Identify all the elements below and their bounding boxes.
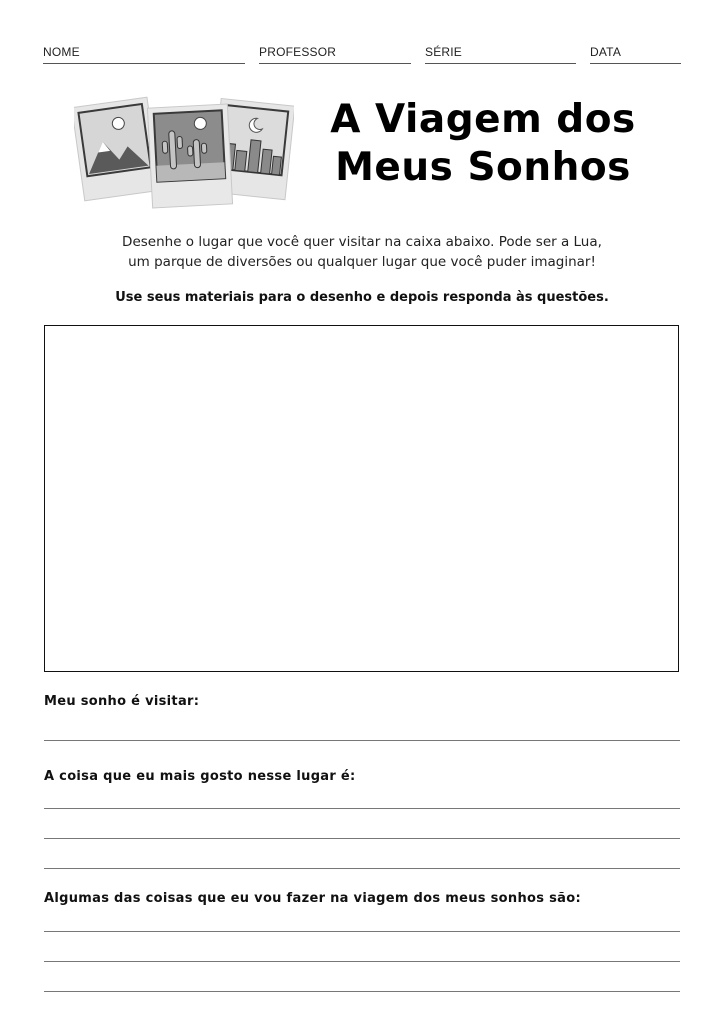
answer-line-3c[interactable] [44,991,680,992]
date-field[interactable] [590,41,681,64]
answer-line-1[interactable] [44,740,680,741]
intro-line-2: um parque de diversões ou qualquer lugar que você puder imaginar! [128,254,596,270]
date-label: DATA [590,45,622,59]
question-3: Algumas das coisas que eu vou fazer na viagem dos meus sonhos são: [44,891,581,906]
answer-line-2c[interactable] [44,868,680,869]
question-2: A coisa que eu mais gosto nesse lugar é: [44,769,356,784]
name-label: NOME [43,45,80,59]
instruction-text: Use seus materiais para o desenho e depois responda às questões. [115,290,609,305]
mountain-photo-icon [74,97,160,201]
title-line-1: A Viagem dos [330,97,636,142]
question-1: Meu sonho é visitar: [44,694,200,709]
intro-text [80,232,644,272]
grade-field[interactable] [425,41,576,64]
grade-label: SÉRIE [425,45,463,59]
drawing-box[interactable] [44,325,679,672]
answer-line-3b[interactable] [44,961,680,962]
intro-line-1: Desenhe o lugar que você quer visitar na caixa abaixo. Pode ser a Lua, [122,234,602,250]
title-line-2: Meus Sonhos [335,145,631,190]
teacher-label: PROFESSOR [259,45,337,59]
desert-cactus-photo-icon [147,104,232,208]
answer-line-3a[interactable] [44,931,680,932]
photos-illustration [74,88,294,210]
answer-line-2a[interactable] [44,808,680,809]
teacher-field[interactable] [259,41,411,64]
name-field[interactable] [43,41,245,64]
answer-line-2b[interactable] [44,838,680,839]
page-title [318,96,648,192]
